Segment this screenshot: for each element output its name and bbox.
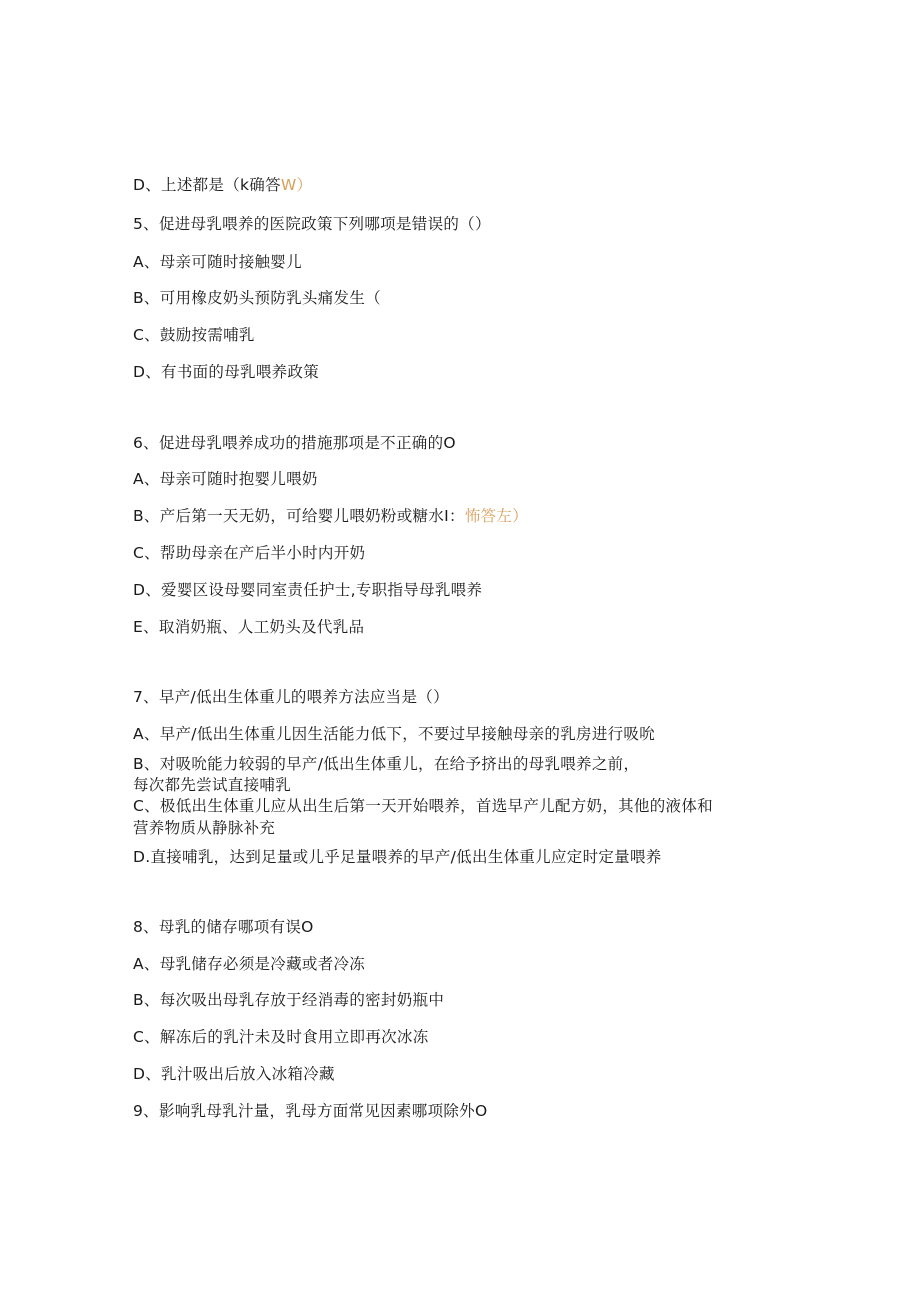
option-7c-line1: C、极低出生体重儿应从出生后第一天开始喂养，首选早产儿配方奶，其他的液体和 <box>133 797 713 815</box>
option-6c: C、帮助母亲在产后半小时内开奶 <box>133 544 366 562</box>
question-5: 5、促进母乳喂养的医院政策下列哪项是错误的（） <box>133 215 491 233</box>
option-7d: D.直接哺乳，达到足量或儿乎足量喂养的早产/低出生体重儿应定时定量喂养 <box>133 848 662 866</box>
option-6a: A、母亲可随时抱婴儿喂奶 <box>133 470 318 488</box>
answer-mark-6: 怖答左） <box>464 507 529 525</box>
option-8a: A、母乳储存必须是冷藏或者冷冻 <box>133 955 366 973</box>
option-5c: C、鼓励按需哺乳 <box>133 326 255 344</box>
option-6d: D、爱婴区设母婴同室责任护士,专职指导母乳喂养 <box>133 581 483 599</box>
question-8: 8、母乳的储存哪项有误O <box>133 918 314 936</box>
option-6b-text: B、产后第一天无奶，可给婴儿喂奶粉或糖水I： <box>133 507 465 525</box>
option-6b <box>133 505 528 527</box>
option-7a: A、早产/低出生体重儿因生活能力低下，不要过早接触母亲的乳房进行吸吮 <box>133 725 656 743</box>
question-6: 6、促进母乳喂养成功的措施那项是不正确的O <box>133 434 456 452</box>
question-9: 9、影响乳母乳汁量，乳母方面常见因素哪项除外O <box>133 1102 488 1120</box>
option-8c: C、解冻后的乳汁未及时食用立即再次冰冻 <box>133 1028 429 1046</box>
option-8d: D、乳汁吸出后放入冰箱冷藏 <box>133 1065 335 1083</box>
option-4d-text: D、上述都是（k确答 <box>133 176 281 194</box>
option-5b: B、可用橡皮奶头预防乳头痛发生（ <box>133 289 381 307</box>
option-7b-line2: 每次都先尝试直接哺乳 <box>133 776 292 794</box>
question-7: 7、早产/低出生体重儿的喂养方法应当是（） <box>133 688 449 706</box>
option-5a: A、母亲可随时接触婴儿 <box>133 253 302 271</box>
option-7b-line1: B、对吸吮能力较弱的早产/低出生体重儿，在给予挤出的母乳喂养之前， <box>133 755 640 773</box>
option-7c-line2: 营养物质从静脉补充 <box>133 819 276 837</box>
option-4d <box>133 174 312 196</box>
option-8b: B、每次吸出母乳存放于经消毒的密封奶瓶中 <box>133 991 445 1009</box>
answer-mark-4: W） <box>280 176 313 194</box>
option-5d: D、有书面的母乳喂养政策 <box>133 363 320 381</box>
option-6e: E、取消奶瓶、人工奶头及代乳品 <box>133 618 365 636</box>
